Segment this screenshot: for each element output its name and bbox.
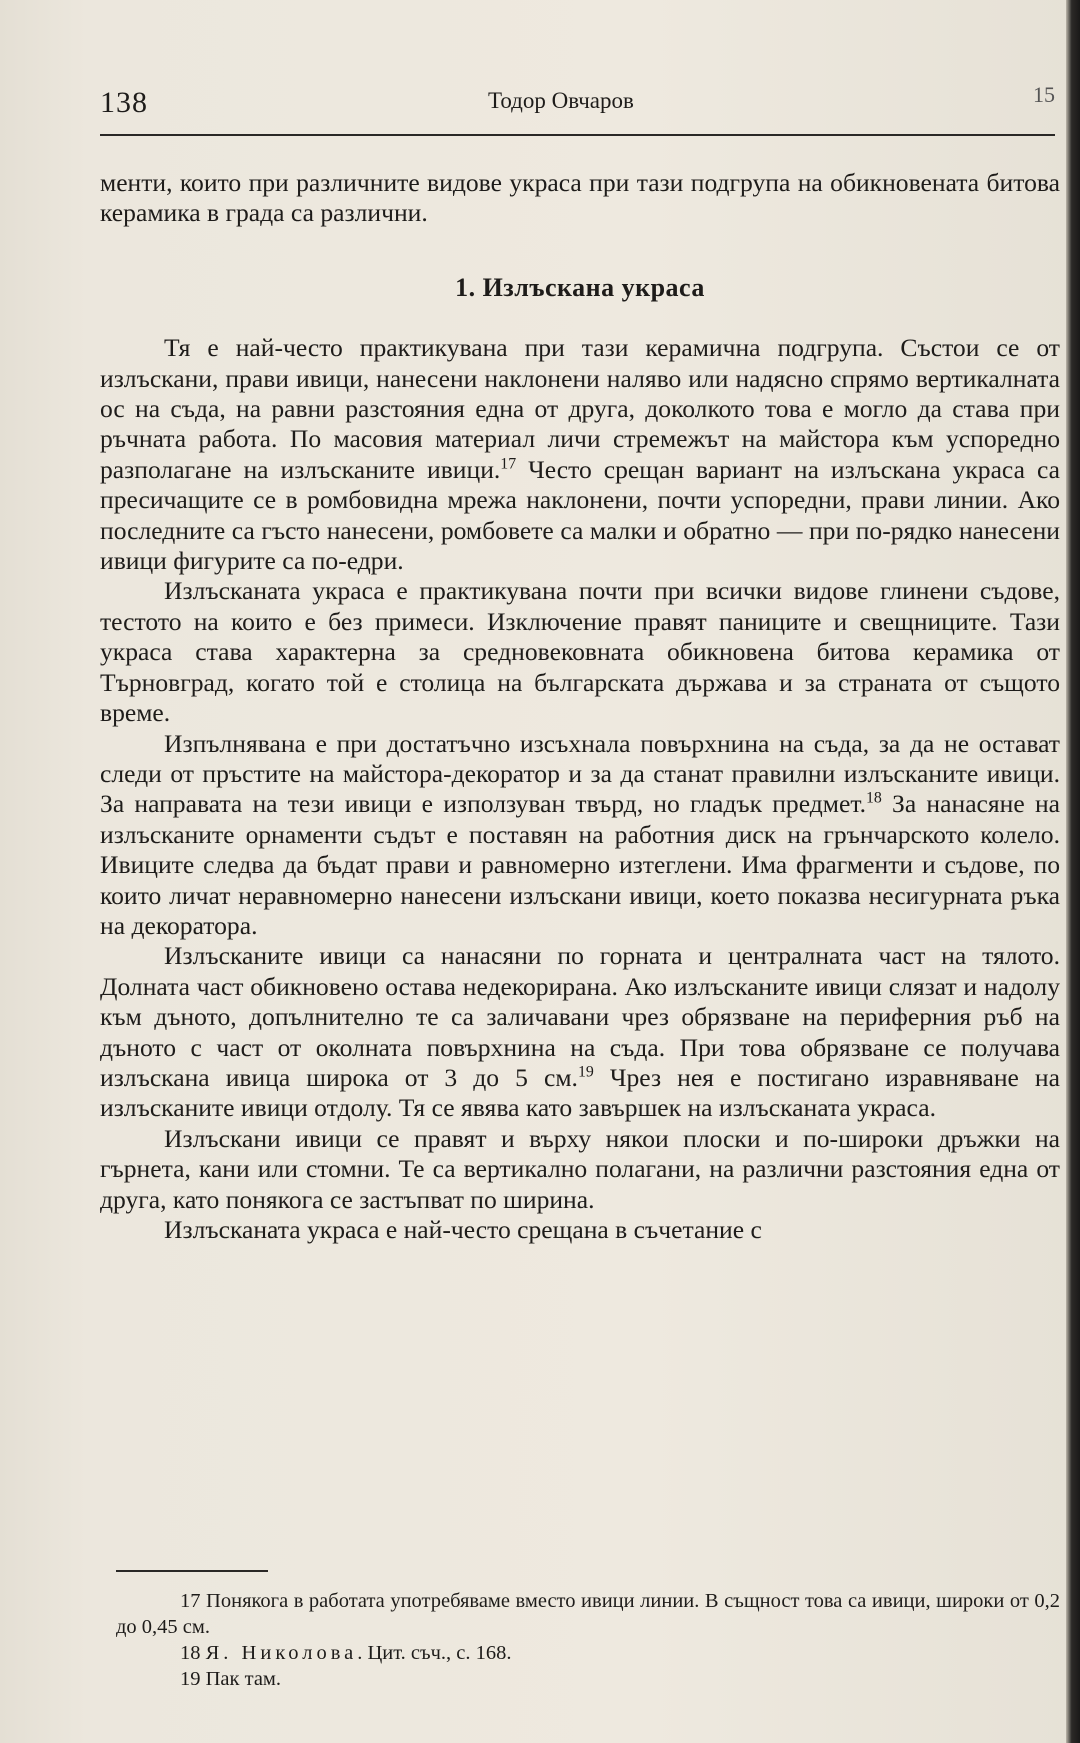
paragraph-3 (100, 729, 1060, 942)
page-edge-shadow (1066, 0, 1080, 1743)
paragraph-4-text-a: Излъсканите ивици са нанасяни по горната и централната част на тялото. Долната част обикновено остава недекорирана. Ако излъсканите ивици слязат и надолу към дъното, допълнително те са заличавани чрез обрязване на периферния ръб на дъното с част от околната повърхнина на съда. При това обрязване се получава излъскана ивица широка от 3 до 5 см. (100, 941, 1060, 1092)
footnote-ref-18: 18 (865, 789, 882, 807)
footnote-17 (116, 1588, 1060, 1640)
footnote-19-text: Пак там. (200, 1668, 282, 1690)
header-rule (100, 134, 1055, 136)
footnote-ref-19: 19 (577, 1063, 594, 1081)
corner-mark: 15 (1033, 82, 1055, 107)
footnote-18-author: Я. Николова (205, 1642, 358, 1664)
paragraph-1 (100, 333, 1060, 576)
paragraph-5: Излъскани ивици се правят и върху някои плоски и по-широки дръжки на гърнета, кани или стомни. Те са вертикално полагани, на различни разстояния една от друга, като понякога се застъпват по ширина. (100, 1123, 1060, 1214)
footnote-19 (116, 1666, 1060, 1692)
paragraph-1-text-a: Тя е най-често практикувана при тази керамична подгрупа. Състои се от излъскани, прави ивици, нанесени наклонени наляво или надясно спрямо вертикалната ос на съда, на равни разстояния една от друга, доколкото това е могло да става при ръчната работа. По масовия материал личи стремежът на майстора към успоредно разполагане на излъсканите ивици. (100, 333, 1060, 484)
footnote-rule (116, 1570, 268, 1572)
footnote-18-number: 18 (180, 1642, 201, 1664)
footnote-19-number: 19 (180, 1668, 201, 1690)
footnote-17-number: 17 (180, 1590, 201, 1612)
footnote-ref-17: 17 (500, 455, 517, 473)
footnotes (116, 1588, 1060, 1692)
section-heading: 1. Излъскана украса (455, 272, 705, 302)
paragraph-4-text-b: Чрез нея е постигано изравняване на излъсканите ивици отдолу. Тя се явява като завършек на излъсканата украса. (100, 1062, 1060, 1123)
page-number: 138 (100, 86, 148, 119)
page-header (100, 82, 1055, 132)
intro-paragraph: менти, които при различните видове украса при тази подгрупа на обикновената битова керамика в града са различни. (100, 168, 1060, 228)
paragraph-6: Излъсканата украса е най-често срещана в съчетание с (164, 1215, 762, 1244)
footnote-18-citation: . Цит. съч., с. 168. (357, 1642, 512, 1664)
paragraph-3-text-a: Изпълнявана е при достатъчно изсъхнала повърхнина на съда, за да не остават следи от пръстите на майстора-декоратор и за да станат правилни излъсканите ивици. За направата на тези ивици е използуван твърд, но гладък предмет. (100, 728, 1060, 819)
running-title: Тодор Овчаров (488, 88, 634, 113)
paragraph-3-text-b: За нанасяне на излъсканите орнаменти съдът е поставян на работния диск на грънчарското колело. Ивиците следва да бъдат прави и равномерно изтеглени. Има фрагменти и съдове, по които личат неравномерно нанесени излъскани ивици, което показва несигурната ръка на декоратора. (100, 789, 1060, 940)
body-text (100, 168, 1060, 1245)
footnote-17-text: Понякога в работата употребяваме вместо ивици линии. В същност това са ивици, широки от 0,2 до 0,45 см. (116, 1590, 1060, 1638)
footnote-18 (116, 1640, 1060, 1666)
paragraph-2: Излъсканата украса е практикувана почти при всички видове глинени съдове, тестото на които е без примеси. Изключение правят паниците и свещниците. Тази украса става характерна за средновековната обикновена битова керамика от Търновград, когато той е столица на българската държава и за страната от същото време. (100, 576, 1060, 728)
paragraph-4 (100, 941, 1060, 1123)
paragraph-1-text-b: Често срещан вариант на излъскана украса са пресичащите се в ромбовидна мрежа наклонени, почти успоредни, прави линии. Ако последните са гъсто нанесени, ромбовете са малки и обратно — при по-рядко нанесени ивици фигурите са по-едри. (100, 454, 1060, 576)
